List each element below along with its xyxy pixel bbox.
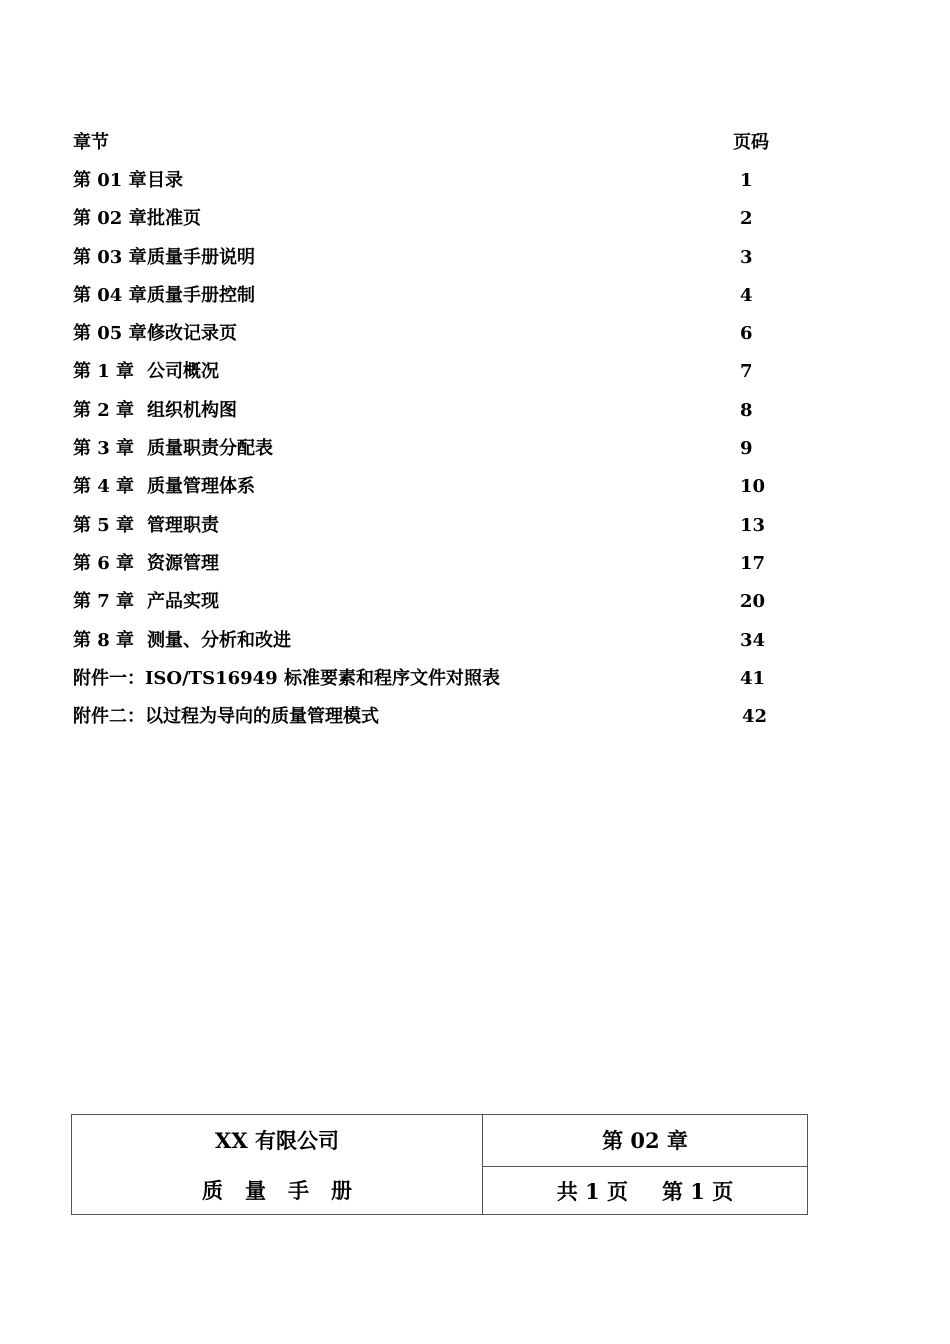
toc-appendix-page: 41 [740, 667, 766, 689]
toc-entry-title: 管理职责 [147, 514, 219, 536]
toc-entry [73, 239, 793, 277]
toc-entry-chapter: 第 1 章 [73, 361, 135, 383]
toc-appendix [73, 660, 793, 698]
toc-page-column-label: 页码 [733, 132, 769, 153]
toc-entry-page: 6 [740, 323, 753, 345]
toc-entry-page: 2 [740, 208, 753, 230]
toc-entry-chapter: 第 4 章 [73, 476, 135, 498]
toc-entry-page: 9 [740, 438, 753, 460]
toc-entry-chapter: 第 04 章 [73, 284, 147, 306]
toc-entry-chapter: 第 5 章 [73, 514, 135, 536]
toc-entry [73, 468, 793, 506]
toc-entry-page: 10 [740, 476, 766, 498]
toc-entry [73, 583, 793, 621]
toc-entry-page: 13 [740, 514, 766, 536]
toc-appendix-title: 附件一：ISO/TS16949 标准要素和程序文件对照表 [73, 667, 500, 689]
toc-entry-title: 修改记录页 [147, 323, 237, 345]
footer-company-name: XX 有限公司 [215, 1128, 339, 1153]
toc-entry-chapter: 第 05 章 [73, 323, 147, 345]
toc-entry-chapter: 第 02 章 [73, 208, 147, 230]
toc-entry-title: 组织机构图 [147, 399, 237, 421]
toc-entry [73, 507, 793, 545]
toc-entry [73, 430, 793, 468]
toc-entry-title: 目录 [147, 170, 183, 191]
toc-appendix [73, 698, 793, 736]
toc-entry [73, 162, 793, 200]
toc-entry-title: 资源管理 [147, 552, 219, 574]
toc-entry-title: 产品实现 [147, 591, 219, 613]
footer-page-info [483, 1166, 807, 1216]
toc-entry [73, 622, 793, 660]
toc-entry [73, 353, 793, 391]
toc-entry [73, 200, 793, 238]
toc-entry-chapter: 第 6 章 [73, 552, 135, 574]
toc-chapter-column-label: 章节 [73, 132, 109, 153]
toc-entry-page: 4 [740, 284, 753, 306]
toc-entry-page: 20 [740, 591, 766, 613]
table-of-contents [73, 124, 793, 736]
footer-left-cell [72, 1115, 483, 1214]
toc-entry-chapter: 第 8 章 [73, 629, 135, 651]
toc-entry-chapter: 第 01 章 [73, 170, 147, 191]
toc-entry [73, 545, 793, 583]
footer-current-page: 第 1 页 [662, 1179, 734, 1204]
footer-chapter: 第 02 章 [602, 1128, 688, 1153]
footer-total-pages: 共 1 页 [556, 1179, 628, 1204]
toc-entry [73, 315, 793, 353]
toc-entry-title: 批准页 [147, 208, 201, 230]
toc-entry-page: 8 [740, 399, 753, 421]
toc-entry-chapter: 第 3 章 [73, 438, 135, 460]
toc-entry-title: 公司概况 [147, 361, 219, 383]
toc-entry-title: 质量管理体系 [147, 476, 255, 498]
toc-entry-page: 17 [740, 552, 766, 574]
footer-right-cell [483, 1115, 807, 1214]
toc-entry-chapter: 第 03 章 [73, 246, 147, 268]
toc-entry-title: 质量职责分配表 [147, 438, 273, 460]
toc-appendix-page: 42 [742, 706, 768, 728]
toc-entry [73, 392, 793, 430]
toc-entry-page: 7 [740, 361, 753, 383]
toc-entry-chapter: 第 2 章 [73, 399, 135, 421]
toc-entry-page: 1 [740, 170, 753, 191]
toc-appendix-title: 附件二：以过程为导向的质量管理模式 [73, 706, 379, 728]
footer-manual-title: 质量手册 [202, 1178, 374, 1203]
toc-entry-chapter: 第 7 章 [73, 591, 135, 613]
document-footer-table [71, 1114, 808, 1215]
toc-entry-page: 3 [740, 246, 753, 268]
toc-entry-title: 质量手册说明 [147, 246, 255, 268]
toc-entry-title: 测量、分析和改进 [147, 629, 291, 651]
toc-header [73, 124, 793, 162]
toc-entry-page: 34 [740, 629, 766, 651]
toc-entry [73, 277, 793, 315]
toc-entry-title: 质量手册控制 [147, 284, 255, 306]
